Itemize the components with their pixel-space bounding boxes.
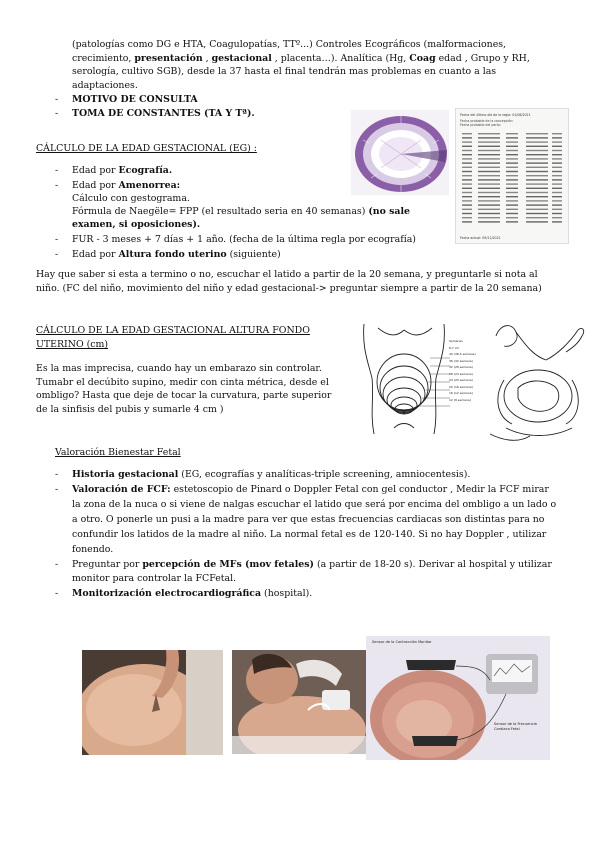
table-row-mark bbox=[552, 188, 562, 189]
table-row-mark bbox=[462, 200, 472, 201]
table-row-mark bbox=[506, 133, 518, 134]
table-row-mark bbox=[506, 179, 518, 180]
table-row-mark bbox=[462, 213, 472, 214]
table-row-mark bbox=[462, 175, 472, 176]
vbf-list bbox=[55, 468, 560, 600]
diagram-label: 24 (20 semana) bbox=[449, 378, 473, 382]
table-row-mark bbox=[526, 175, 548, 176]
table-row-mark bbox=[462, 133, 472, 134]
diagram-label: 36 (32 semana) bbox=[449, 358, 473, 363]
table-row-mark bbox=[506, 175, 518, 176]
table-row-mark bbox=[526, 150, 548, 151]
diagram-label: 40 (36,5 semana) bbox=[449, 352, 476, 356]
table-row-mark bbox=[478, 221, 500, 222]
table-row-mark bbox=[462, 167, 472, 168]
table-row-mark bbox=[462, 196, 472, 197]
table-row-mark bbox=[552, 192, 562, 193]
table-row-mark bbox=[462, 204, 472, 205]
table-row-mark bbox=[478, 158, 500, 159]
list-item: - Edad por Ecografía. bbox=[55, 165, 173, 176]
table-row-mark bbox=[552, 175, 562, 176]
table-row-mark bbox=[552, 133, 562, 134]
table-row-mark bbox=[552, 162, 562, 163]
gestation-table-image: Fecha del último día de la regla: 01/08/2021 Fecha probable de la concepción: Fecha probable del parto: Fecha actual: 09/11/2021 bbox=[455, 108, 569, 244]
table-row-mark bbox=[552, 179, 562, 180]
table-row-mark bbox=[478, 175, 500, 176]
table-row-mark bbox=[506, 196, 518, 197]
table-row-mark bbox=[478, 162, 500, 163]
table-row-mark bbox=[462, 141, 472, 142]
table-row-mark bbox=[552, 146, 562, 147]
list-item: - Valoración de FCF: estetoscopio de Pinard o Doppler Fetal con gel conductor , Medir la FCF mirar la zona de la nuca o si viene de nalgas escuchar el latido que será por encima del ombligo a un lado o a otro. O ponerle un pusi a la madre para ver que estas frecuencias cardiacas son distintas para no confundir los latidos de la madre al niño. La normal fetal es de 120-140. Si no hay Doppler , utilizar fonendo. bbox=[55, 484, 557, 555]
table-row-mark bbox=[526, 141, 548, 142]
table-row-mark bbox=[526, 192, 548, 193]
list-item: - Preguntar por percepción de MFs (mov fetales) (a partir de 18-20 s). Derivar al hospital y utilizar monitor para controlar la FCFetal. bbox=[55, 559, 552, 584]
table-row-mark bbox=[506, 171, 518, 172]
afu-paragraph: Es la mas imprecisa, cuando hay un embarazo sin controlar. Tumabr el decúbito supino, medir con cinta métrica, desde el ombligo? Hasta que deje de tocar la curvatura, parte superior de la sinfisis del pubis y sumarle 4 cm ) bbox=[36, 363, 332, 415]
table-row-mark bbox=[552, 137, 562, 138]
table-row-mark bbox=[526, 158, 548, 159]
table-row-mark bbox=[506, 141, 518, 142]
diagram-label: 28 (24 semana) bbox=[449, 371, 473, 376]
table-row-mark bbox=[526, 200, 548, 201]
table-row-mark bbox=[478, 204, 500, 205]
table-row-mark bbox=[478, 150, 500, 151]
table-row-mark bbox=[526, 204, 548, 205]
gestogram-wheel-image bbox=[351, 110, 449, 195]
table-row-mark bbox=[526, 171, 548, 172]
pinard-stethoscope-photo bbox=[82, 650, 223, 755]
table-row-mark bbox=[552, 141, 562, 142]
table-row-mark bbox=[462, 154, 472, 155]
table-row-mark bbox=[478, 133, 500, 134]
table-row-mark bbox=[552, 154, 562, 155]
table-row-mark bbox=[526, 154, 548, 155]
table-row-mark bbox=[526, 133, 548, 134]
table-row-mark bbox=[478, 217, 500, 218]
table-row-mark bbox=[478, 200, 500, 201]
table-row-mark bbox=[462, 192, 472, 193]
table-row-mark bbox=[552, 204, 562, 205]
diagram-label: 16 (12 semana) bbox=[449, 391, 473, 395]
table-row-mark bbox=[526, 209, 548, 210]
list-item: - FUR - 3 meses + 7 días + 1 año. (fecha de la última regla por ecografía) bbox=[55, 234, 416, 245]
table-row-mark bbox=[552, 221, 562, 222]
section-heading-afu: CÁLCULO DE LA EDAD GESTACIONAL ALTURA FONDO UTERINO (cm) bbox=[36, 325, 310, 350]
table-row-mark bbox=[506, 183, 518, 184]
table-row-mark bbox=[506, 162, 518, 163]
table-row-mark bbox=[506, 217, 518, 218]
table-row-mark bbox=[506, 200, 518, 201]
table-row-mark bbox=[462, 171, 472, 172]
table-row-mark bbox=[552, 158, 562, 159]
table-row-mark bbox=[506, 209, 518, 210]
table-row-mark bbox=[506, 137, 518, 138]
table-row-mark bbox=[506, 154, 518, 155]
list-item: - Monitorización electrocardiográfica (hospital). bbox=[55, 588, 313, 599]
table-row-mark bbox=[462, 188, 472, 189]
list-item: - TOMA DE CONSTANTES (TA Y Tª). bbox=[55, 108, 255, 119]
list-item: - Edad por Amenorrea: Cálculo con gestograma. Fórmula de Naegële= FPP (el resultado seria en 40 semanas) (no sale examen, si oposiciones). bbox=[55, 180, 411, 230]
section-heading-vbf: Valoración Bienestar Fetal bbox=[55, 447, 181, 458]
table-row-mark bbox=[552, 209, 562, 210]
diagram-label: 20 (16 semana) bbox=[449, 384, 473, 389]
table-row-mark bbox=[506, 158, 518, 159]
table-row-mark bbox=[552, 167, 562, 168]
table-row-mark bbox=[526, 183, 548, 184]
fetal-monitor-diagram: Sensor de la Contracción Monitor Sensor de la Frecuencia Cardiaca Fetal bbox=[366, 636, 550, 760]
table-row-mark bbox=[478, 196, 500, 197]
table-row-mark bbox=[478, 146, 500, 147]
table-row-mark bbox=[462, 162, 472, 163]
table-row-mark bbox=[506, 192, 518, 193]
diagram-label: 12 (8 semana) bbox=[449, 397, 471, 402]
table-row-mark bbox=[526, 221, 548, 222]
table-row-mark bbox=[526, 179, 548, 180]
table-row-mark bbox=[478, 179, 500, 180]
table-row-mark bbox=[506, 204, 518, 205]
intro-list bbox=[55, 93, 372, 120]
table-row-mark bbox=[526, 213, 548, 214]
eg-paragraph: Hay que saber si esta a termino o no, escuchar el latido a partir de la 20 semana, y preguntarle si nota al niño. (FC del niño, movimiento del niño y edad gestacional-> preguntar siempre a partir de la 20 semana) bbox=[36, 269, 542, 294]
table-row-mark bbox=[478, 188, 500, 189]
doppler-fetal-photo bbox=[232, 650, 367, 754]
table-row-mark bbox=[478, 213, 500, 214]
table-row-mark bbox=[478, 154, 500, 155]
table-row-mark bbox=[506, 188, 518, 189]
table-row-mark bbox=[552, 171, 562, 172]
table-row-mark bbox=[478, 192, 500, 193]
table-row-mark bbox=[462, 150, 472, 151]
table-row-mark bbox=[506, 167, 518, 168]
table-row-mark bbox=[462, 209, 472, 210]
table-row-mark bbox=[478, 137, 500, 138]
table-row-mark bbox=[462, 146, 472, 147]
table-row-mark bbox=[552, 217, 562, 218]
fundal-height-labels bbox=[449, 338, 476, 403]
list-item: - MOTIVO DE CONSULTA bbox=[55, 94, 198, 105]
list-item: - Edad por Altura fondo uterino (siguiente) bbox=[55, 249, 281, 260]
table-row-mark bbox=[552, 150, 562, 151]
diagram-label: Semanas bbox=[449, 339, 463, 343]
table-row-mark bbox=[526, 188, 548, 189]
section-heading-eg: CÁLCULO DE LA EDAD GESTACIONAL (EG) : bbox=[36, 143, 257, 154]
leopold-maneuver-sketch bbox=[486, 316, 590, 444]
table-row-mark bbox=[506, 213, 518, 214]
table-row-mark bbox=[526, 162, 548, 163]
intro-paragraph: (patologías como DG e HTA, Coagulopatías, TTº...) Controles Ecográficos (malformaciones, crecimiento, presentación , gestacional , placenta…). Analítica (Hg, Coag edad , Grupo y RH, serología, cultivo SGB), desde la 37 hasta el final tendrán mas problemas en cuanto a las adaptaciones. bbox=[72, 39, 530, 91]
table-row-mark bbox=[526, 167, 548, 168]
table-row-mark bbox=[462, 183, 472, 184]
table-row-mark bbox=[552, 183, 562, 184]
table-row-mark bbox=[462, 217, 472, 218]
diagram-label: 32 (28 semana) bbox=[449, 365, 473, 369]
table-row-mark bbox=[552, 200, 562, 201]
table-row-mark bbox=[478, 209, 500, 210]
table-row-mark bbox=[526, 146, 548, 147]
table-row-mark bbox=[462, 221, 472, 222]
table-row-mark bbox=[552, 196, 562, 197]
table-row-mark bbox=[478, 141, 500, 142]
table-row-mark bbox=[478, 183, 500, 184]
table-row-mark bbox=[478, 171, 500, 172]
table-row-mark bbox=[506, 150, 518, 151]
table-row-mark bbox=[526, 217, 548, 218]
table-row-mark bbox=[526, 196, 548, 197]
table-row-mark bbox=[526, 137, 548, 138]
table-row-mark bbox=[478, 167, 500, 168]
table-row-mark bbox=[462, 158, 472, 159]
table-row-mark bbox=[506, 146, 518, 147]
fundal-height-diagram bbox=[350, 318, 478, 438]
table-row-mark bbox=[462, 137, 472, 138]
diagram-label: 8,7 cm bbox=[449, 345, 460, 350]
table-row-mark bbox=[552, 213, 562, 214]
table-row-mark bbox=[462, 179, 472, 180]
table-row-mark bbox=[506, 221, 518, 222]
list-item: - Historia gestacional (EG, ecografías y analíticas-triple screening, amniocentesis). bbox=[55, 469, 471, 480]
